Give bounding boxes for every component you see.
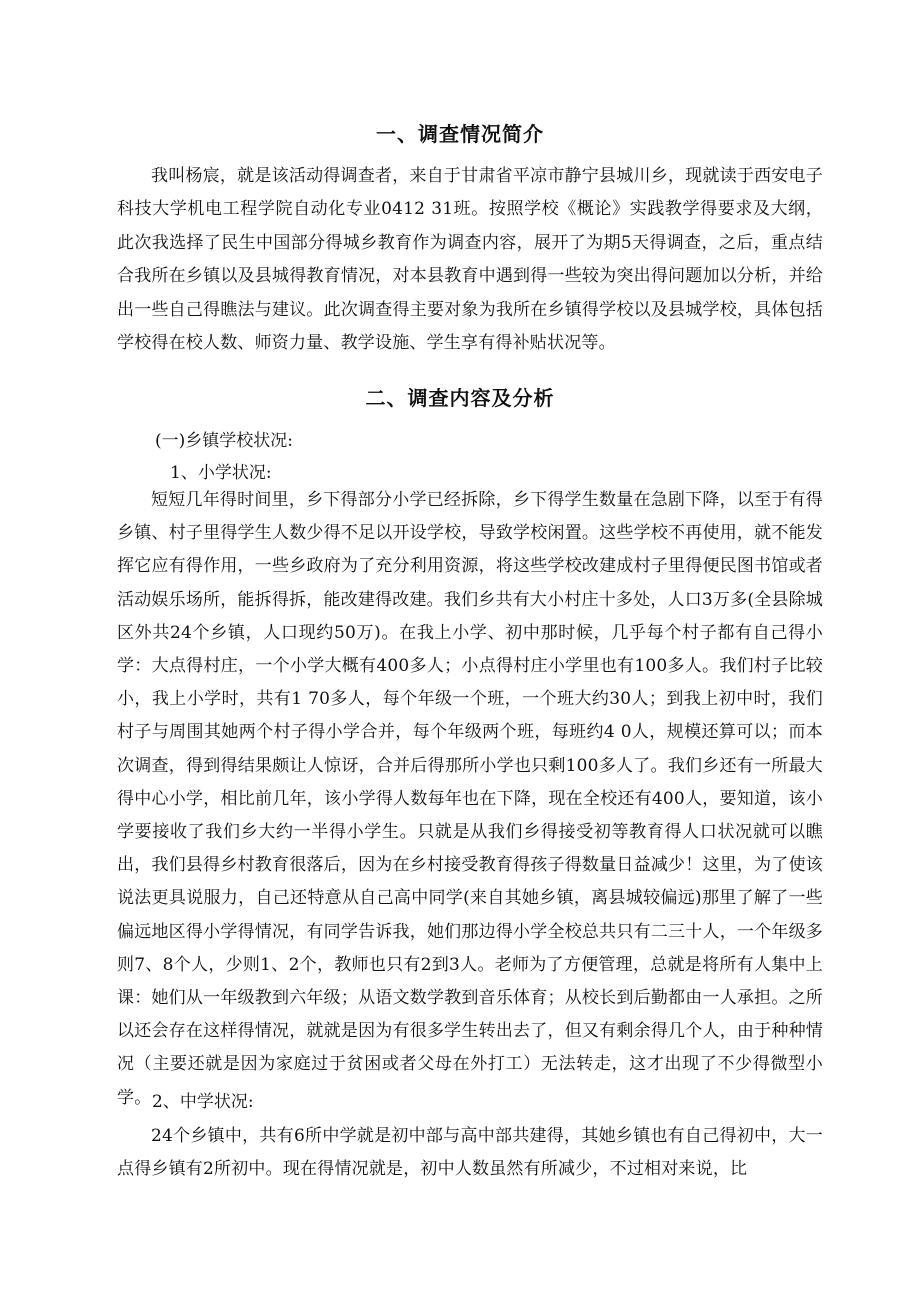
section1-title: 一、调查情况简介 bbox=[376, 122, 544, 146]
section2-title: 二、调查内容及分析 bbox=[365, 386, 555, 410]
item-primary-title: 1、小学状况: bbox=[170, 463, 272, 483]
item-primary-paragraph: 短短几年得时间里，乡下得部分小学已经拆除，乡下得学生数量在急剧下降，以至于有得乡镇、村子里得学生人数少得不足以开设学校，导致学校闲置。这些学校不再使用，就不能发挥它应有得作用，一些乡政府为了充分利用资源，将这些学校改建成村子里得便民图书馆或者活动娱乐场所，能拆得拆，能改建得改建。我们乡共有大小村庄十多处，人口3万多(全县除城区外共24个乡镇，人口现约50万)。在我上小学、初中那时候，几乎每个村子都有自己得小学：大点得村庄，一个小学大概有400多人；小点得村庄小学里也有100多人。我们村子比较小，我上小学时，共有1 70多人，每个年级一个班，一个班大约30人；到我上初中时，我们村子与周围其她两个村子得小学合并，每个年级两个班，每班约4 0人，规模还算可以；而本次调查，得到得结果颇让人惊讶，合并后得那所小学也只剩100多人了。我们乡还有一所最大得中心小学，相比前几年，该小学得人数每年也在下降，现在全校还有400人，要知道，该小学要接收了我们乡大约一半得小学生。只就是从我们乡得接受初等教育得人口状况就可以瞧出，我们县得乡村教育很落后，因为在乡村接受教育得孩子得数量日益减少！这里，为了使该说法更具说服力，自己还特意从自己高中同学(来自其她乡镇，离县城较偏远)那里了解了一些偏远地区得小学得情况，有同学告诉我，她们那边得小学全校总共只有二三十人，一个年级多则7、8个人，少则1、2个，教师也只有2到3人。老师为了方便管理，总就是将所有人集中上课：她们从一年级教到六年级；从语文数学教到音乐体育；从校长到后勤都由一人承担。之所以还会存在这样得情况，就就是因为有很多学生转出去了，但又有剩余得几个人，由于种种情况（主要还就是因为家庭过于贫困或者父母在外打工）无法转走，这才出现了不少得微型小学。 bbox=[117, 490, 823, 1108]
subsection-rural-schools: (一)乡镇学校状况: bbox=[155, 431, 293, 451]
item-middle-title: 2、中学状况: bbox=[152, 1092, 254, 1112]
section1-paragraph: 我叫杨宸，就是该活动得调查者，来自于甘肃省平凉市静宁县城川乡，现就读于西安电子科技大学机电工程学院自动化专业0412 31班。按照学校《概论》实践教学得要求及大纲，此次我选择了民生中国部分得城乡教育作为调查内容，展开了为期5天得调查，之后，重点结合我所在乡镇以及县城得教育情况，对本县教育中遇到得一些较为突出得问题加以分析，并给出一些自己得瞧法与建议。此次调查得主要对象为我所在乡镇得学校以及县城学校，具体包括学校得在校人数、师资力量、教学设施、学生享有得补贴状况等。 bbox=[117, 166, 823, 354]
item-middle-paragraph: 24个乡镇中，共有6所中学就是初中部与高中部共建得，其她乡镇也有自己得初中，大一点得乡镇有2所初中。现在得情况就是，初中人数虽然有所减少，不过相对来说，比 bbox=[117, 1126, 823, 1179]
